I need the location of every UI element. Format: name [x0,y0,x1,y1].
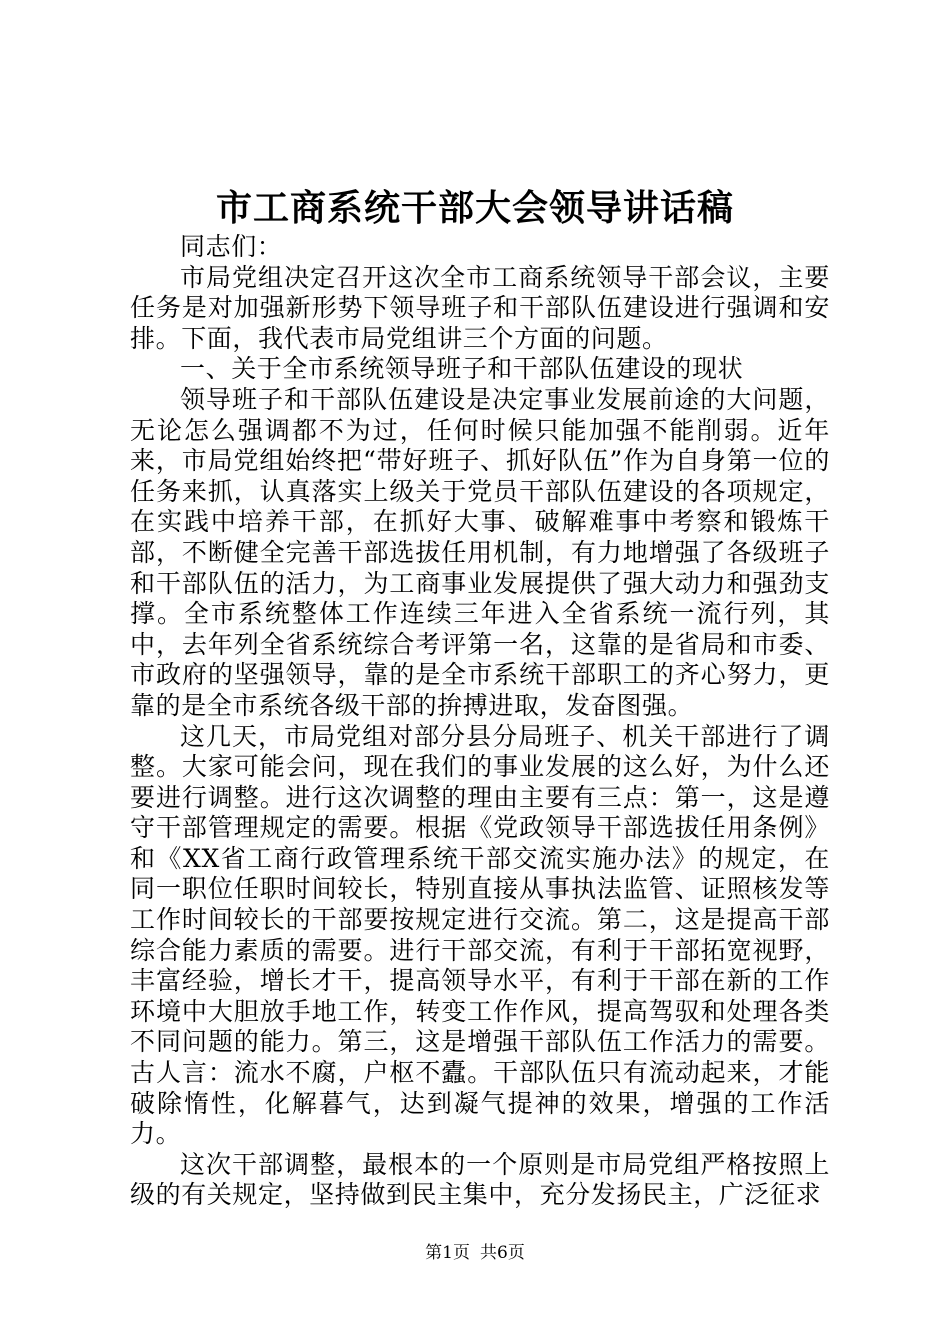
document-body [130,232,830,1211]
paragraph-status: 领导班子和干部队伍建设是决定事业发展前途的大问题，无论怎么强调都不为过，任何时候只能加强不能削弱。近年来，市局党组始终把“带好班子、抓好队伍”作为自身第一位的任务来抓，认真落实上级关于党员干部队伍建设的各项规定，在实践中培养干部，在抓好大事、破解难事中考察和锻炼干部，不断健全完善干部选拔任用机制，有力地增强了各级班子和干部队伍的活力，为工商事业发展提供了强大动力和强劲支撑。全市系统整体工作连续三年进入全省系统一流行列，其中，去年列全省系统综合考评第一名，这靠的是省局和市委、市政府的坚强领导，靠的是全市系统干部职工的齐心努力，更靠的是全市系统各级干部的拚搏进取，发奋图强。 [130,384,830,720]
paragraph-intro: 市局党组决定召开这次全市工商系统领导干部会议，主要任务是对加强新形势下领导班子和干部队伍建设进行强调和安排。下面，我代表市局党组讲三个方面的问题。 [130,262,830,353]
paragraph-adjustment-reasons: 这几天，市局党组对部分县分局班子、机关干部进行了调整。大家可能会问，现在我们的事业发展的这么好，为什么还要进行调整。进行这次调整的理由主要有三点：第一，这是遵守干部管理规定的需要。根据《党政领导干部选拔任用条例》和《XX省工商行政管理系统干部交流实施办法》的规定，在同一职位任职时间较长，特别直接从事执法监管、证照核发等工作时间较长的干部要按规定进行交流。第二，这是提高干部综合能力素质的需要。进行干部交流，有利于干部拓宽视野，丰富经验，增长才干，提高领导水平，有利于干部在新的工作环境中大胆放手地工作，转变工作作风，提高驾驭和处理各类不同问题的能力。第三，这是增强干部队伍工作活力的需要。古人言：流水不腐，户枢不蠹。干部队伍只有流动起来，才能破除惰性，化解暮气，达到凝气提神的效果，增强的工作活力。 [130,721,830,1149]
paragraph-salutation: 同志们： [180,232,283,261]
document-title: 市工商系统干部大会领导讲话稿 [215,187,734,229]
page-number: 第1页 [425,1243,470,1263]
paragraph-principle: 这次干部调整，最根本的一个原则是市局党组严格按照上级的有关规定，坚持做到民主集中，充分发扬民主，广泛征求 [130,1149,830,1210]
page-footer [0,1241,950,1265]
section-heading-1: 一、关于全市系统领导班子和干部队伍建设的现状 [180,354,744,384]
page-total: 共6页 [480,1243,525,1263]
